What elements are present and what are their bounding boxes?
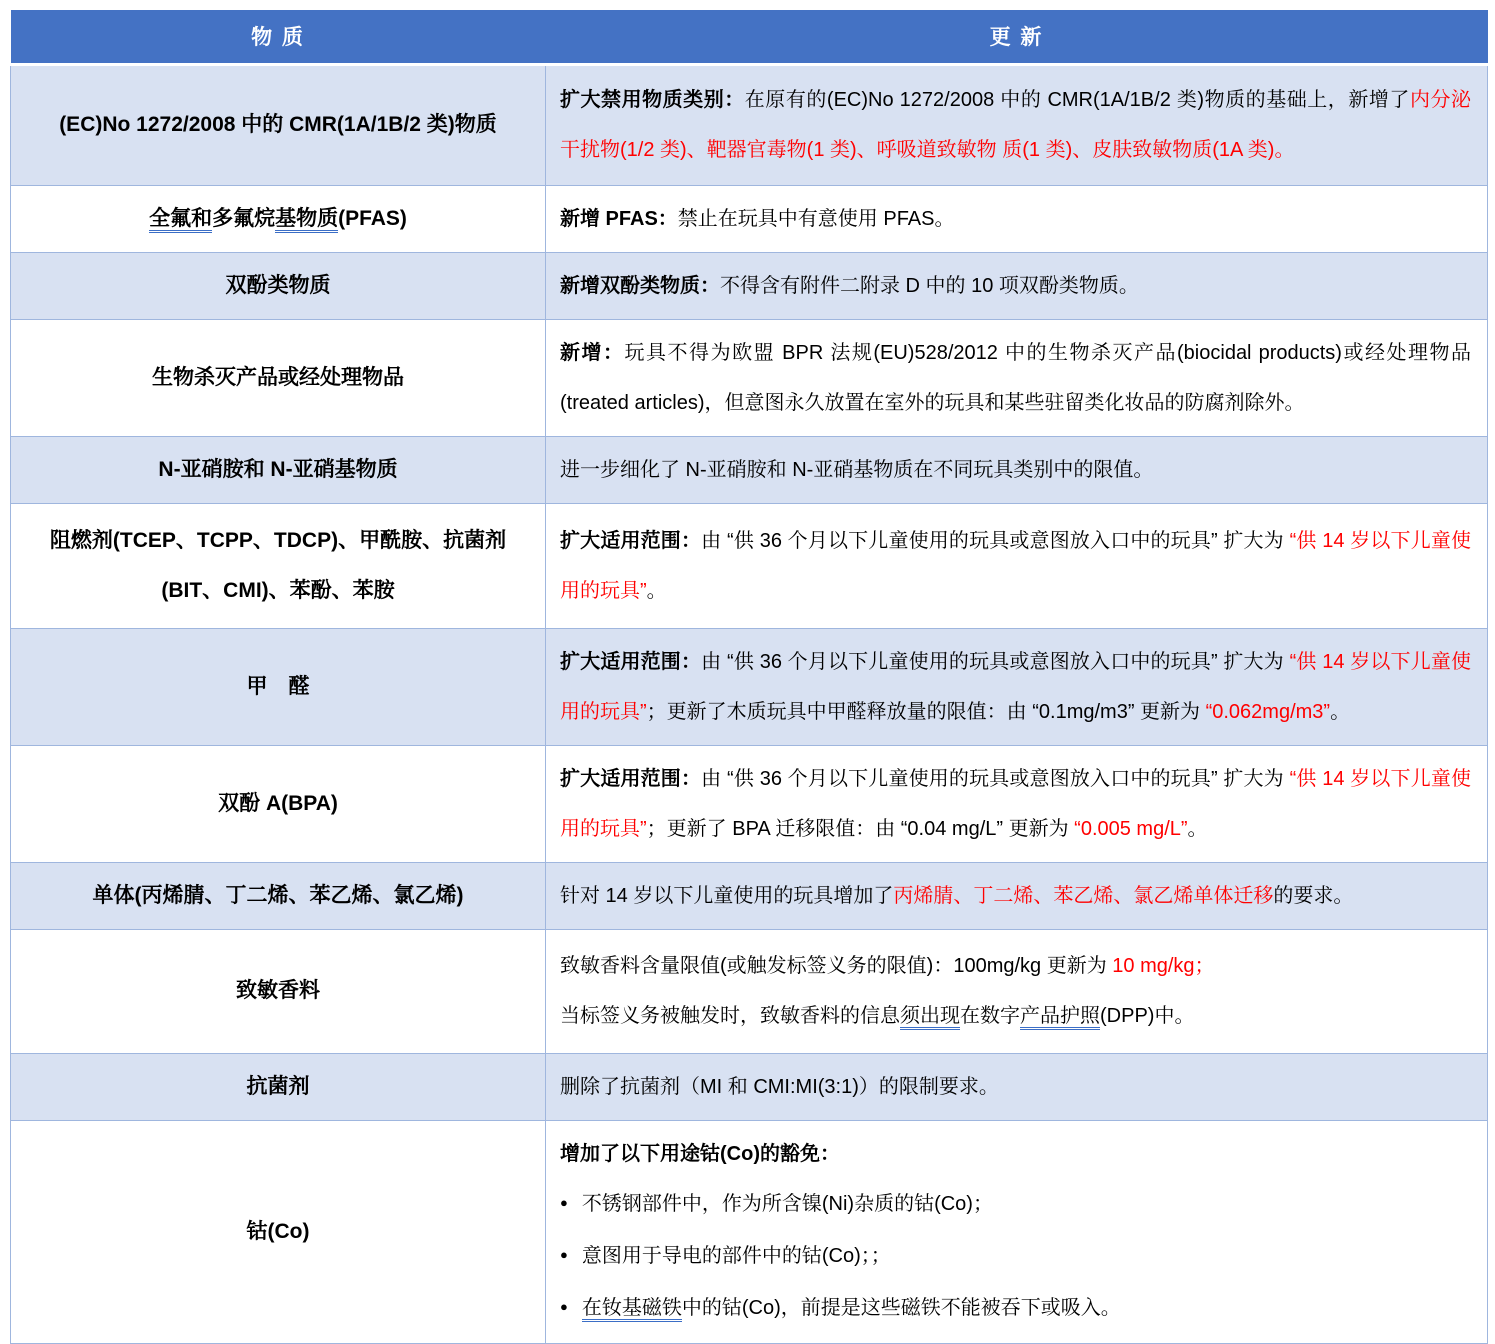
substance-cell [11,628,546,745]
text-run: 10 mg/kg； [1112,955,1215,977]
substance-cell [11,252,546,319]
text-run: 由 “供 36 个月以下儿童使用的玩具或意图放入口中的玩具” 扩大为 [701,529,1290,552]
substance-cell [11,319,546,436]
text-run: 中的钴(Co)，前提是这些磁铁不能被吞下或吸入。 [681,1296,1121,1319]
text-run: 双酚 A(BPA) [218,791,338,815]
column-header-substance: 物 质 [11,10,546,64]
text-run: 单体(丙烯腈、丁二烯、苯乙烯、氯乙烯) [92,883,464,907]
text-run: 扩大适用范围： [560,767,702,790]
text-run: 玩具不得为欧盟 BPR 法规(EU)528/2012 中的生物杀灭产品(biocidal products)或经处理物品 (treated articles)，但意图永久放置在室外的玩具和某些驻留类化妆品的防腐剂除外。 [560,341,1471,414]
text-run: 产品护照 [1020,1005,1100,1030]
update-paragraph [560,754,1471,854]
text-run: 新增双酚类物质： [560,274,720,297]
text-run: “供 14 岁以下儿童使用的玩具” [560,767,1472,840]
text-run: 全氟和 [149,207,212,233]
table-row [11,319,1488,436]
text-run: 新增 PFAS： [560,207,678,230]
text-run: 在数字 [960,1005,1020,1027]
update-cell [546,628,1488,745]
table-row [11,185,1488,252]
text-run: 生物杀灭产品或经处理物品 [152,365,404,389]
update-paragraph [560,871,1471,921]
bullet-list-item [560,1231,1471,1283]
text-run: 甲 醛 [246,674,310,698]
text-run: 由 “供 36 个月以下儿童使用的玩具或意图放入口中的玩具” 扩大为 [701,767,1290,790]
substance-cell [11,1053,546,1120]
text-run: 不锈钢部件中，作为所含镍(Ni)杂质的钴(Co)； [581,1192,993,1215]
header-row [11,10,1488,64]
text-run: N-亚硝胺和 N-亚硝基物质 [158,457,398,481]
text-run: 致敏香料 [236,979,320,1002]
table-row [11,929,1488,1053]
table-row [11,503,1488,628]
bullet-list-item [560,1283,1471,1335]
substance-cell [11,745,546,862]
text-run: (EC)No 1272/2008 中的 CMR(1A/1B/2 类)物质 [59,113,497,136]
text-run: 在原有的(EC)No 1272/2008 中的 CMR(1A/1B/2 类)物质的基础上，新增了 [744,89,1410,111]
update-paragraph [560,1129,1471,1179]
update-paragraph [560,75,1471,175]
substance-cell [11,1120,546,1343]
text-run: 当标签义务被触发时，致敏香料的信息 [560,1005,900,1027]
update-cell [546,64,1488,185]
text-run: 扩大适用范围： [560,529,702,552]
update-cell [546,319,1488,436]
table-row [11,436,1488,503]
text-run: 的要求。 [1273,884,1354,907]
text-run: 在钕基磁铁 [582,1297,682,1322]
table-row [11,1053,1488,1120]
text-run: 。 [646,579,667,602]
update-cell [546,1053,1488,1120]
update-cell [546,745,1488,862]
table-row [11,252,1488,319]
update-paragraph [560,445,1471,495]
text-run: 致敏香料含量限值(或触发标签义务的限值)：100mg/kg 更新为 [560,955,1113,977]
substance-cell [11,503,546,628]
text-run: 不得含有附件二附录 D 中的 10 项双酚类物质。 [720,274,1139,297]
text-run: 抗菌剂 [246,1074,310,1098]
text-run: “0.062mg/m3” [1205,700,1331,723]
text-run: 。 [1187,817,1208,840]
update-cell [546,185,1488,252]
text-run: 。 [1330,700,1351,723]
text-run: 内分泌干扰物(1/2 类)、靶器官毒物(1 类)、呼吸道致敏物 质(1 类)、皮肤致敏物质(1A 类)。 [560,89,1471,161]
text-run: (DPP)中。 [1100,1005,1195,1027]
text-run: 双酚类物质 [225,273,331,297]
substance-cell [11,185,546,252]
substance-cell [11,436,546,503]
table-row [11,862,1488,929]
bullet-icon: ● [560,1194,568,1210]
text-run: ；更新了木质玩具中甲醛释放量的限值：由 “0.1mg/m3” 更新为 [646,700,1206,723]
update-paragraph [560,516,1471,616]
text-run: “供 14 岁以下儿童使用的玩具” [560,529,1472,602]
table-row [11,64,1488,185]
bullet-list-item [560,1179,1471,1231]
substance-cell [11,929,546,1053]
text-run: 扩大禁用物质类别： [560,89,745,111]
text-run: 基物质 [275,207,338,233]
update-paragraph [560,941,1471,991]
text-run: (PFAS) [338,206,407,230]
text-run: 钴(Co) [246,1219,310,1243]
update-cell [546,929,1488,1053]
text-run: 丙烯腈、丁二烯、苯乙烯、氯乙烯单体迁移 [893,884,1274,907]
text-run: 阻燃剂(TCEP、TCPP、TDCP)、甲酰胺、抗菌剂(BIT、CMI)、苯酚、苯胺 [49,528,507,602]
text-run: 针对 14 岁以下儿童使用的玩具增加了 [560,884,894,907]
table-body [11,64,1488,1343]
text-run: 由 “供 36 个月以下儿童使用的玩具或意图放入口中的玩具” 扩大为 [701,650,1290,673]
table-row [11,1120,1488,1343]
bullet-icon: ● [560,1298,568,1314]
text-run: 新增： [560,341,625,364]
text-run: 扩大适用范围： [560,650,702,673]
column-header-update: 更 新 [546,10,1488,64]
text-run: 多氟烷 [212,206,276,230]
update-cell [546,252,1488,319]
text-run: ；更新了 BPA 迁移限值：由 “0.04 mg/L” 更新为 [646,817,1075,840]
text-run: 意图用于导电的部件中的钴(Co)；； [581,1244,891,1267]
bullet-icon: ● [560,1246,568,1262]
table-row [11,745,1488,862]
text-run: “0.005 mg/L” [1074,817,1188,840]
text-run: 禁止在玩具中有意使用 PFAS。 [677,207,955,230]
substance-cell [11,862,546,929]
text-run: “供 14 岁以下儿童使用的玩具” [560,650,1472,723]
update-paragraph [560,328,1471,428]
update-paragraph [560,991,1471,1041]
table-row [11,628,1488,745]
text-run: 进一步细化了 N-亚硝胺和 N-亚硝基物质在不同玩具类别中的限值。 [560,458,1154,481]
update-paragraph [560,1062,1471,1112]
update-cell [546,862,1488,929]
update-cell [546,1120,1488,1343]
table-header [11,10,1488,64]
document-page [10,10,1488,1344]
text-run: 删除了抗菌剂（MI 和 CMI:MI(3:1)）的限制要求。 [560,1075,999,1098]
update-cell [546,503,1488,628]
update-paragraph [560,261,1471,311]
update-paragraph [560,194,1471,244]
substances-update-table [10,10,1488,1344]
update-paragraph [560,637,1471,737]
text-run: 增加了以下用途钴(Co)的豁免： [560,1142,840,1165]
substance-cell [11,64,546,185]
text-run: 须出现 [900,1005,960,1030]
update-cell [546,436,1488,503]
